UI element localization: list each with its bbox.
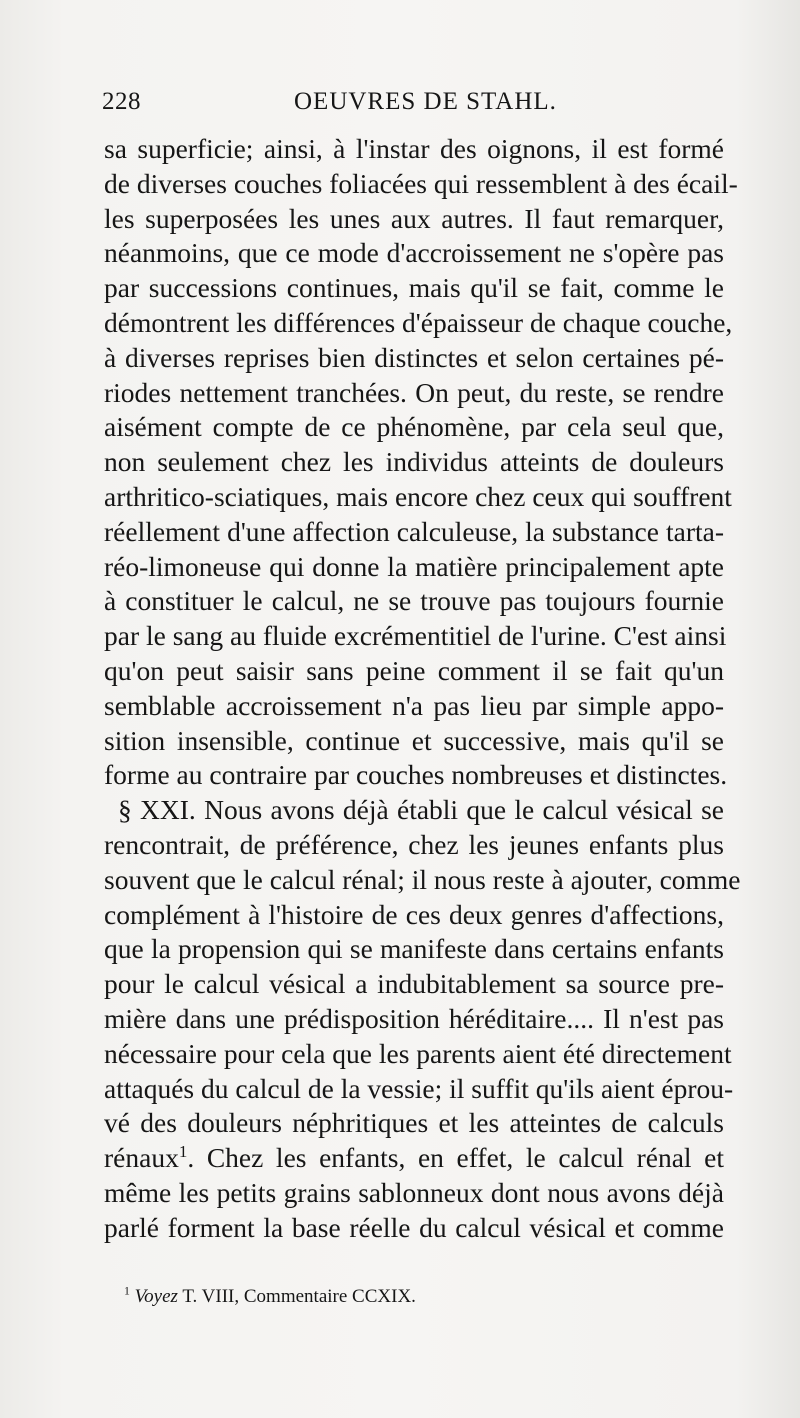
body-text	[104, 132, 741, 1246]
text-line: forme au contraire par couches nombreuses et distinctes.	[104, 759, 728, 791]
text-fragment: rénaux	[104, 1142, 179, 1174]
footnote	[124, 1286, 416, 1308]
text-line: attaqués du calcul de la vessie; il suffit qu'ils aient éprou-	[104, 1072, 734, 1104]
footnote-marker: 1	[124, 1284, 130, 1298]
footnote-ref-word: Voyez	[134, 1286, 178, 1307]
text-line: que la propension qui se manifeste dans certains enfants	[104, 933, 724, 965]
page-header	[102, 88, 722, 128]
text-line: riodes nettement tranchées. On peut, du reste, se rendre	[104, 376, 724, 408]
text-line: complément à l'histoire de ces deux genres d'affections,	[104, 898, 724, 930]
text-line: souvent que le calcul rénal; il nous reste à ajouter, comme	[104, 863, 741, 895]
footnote-reference[interactable]: 1	[178, 1141, 188, 1161]
text-line: aisément compte de ce phénomène, par cela seul que,	[104, 411, 724, 443]
text-line: rencontrait, de préférence, chez les jeunes enfants plus	[104, 828, 724, 860]
text-line: sa superficie; ainsi, à l'instar des oignons, il est formé	[104, 133, 724, 164]
text-line: les superposées les unes aux autres. Il faut remarquer,	[104, 202, 724, 234]
text-line: sition insensible, continue et successive, mais qu'il se	[104, 724, 724, 756]
text-line: démontrent les différences d'épaisseur de chaque couche,	[104, 306, 733, 338]
page-number: 228	[102, 88, 141, 115]
running-title: OEUVRES DE STAHL.	[294, 88, 557, 115]
text-line: arthritico-sciatiques, mais encore chez ceux qui souffrent	[104, 480, 732, 512]
section-xxi-start: § XXI. Nous avons déjà établi que le calcul vésical se	[118, 794, 724, 826]
text-line: par successions continues, mais qu'il se fait, comme le	[104, 272, 724, 304]
text-line: mière dans une prédisposition héréditaire.... Il n'est pas	[104, 1002, 724, 1034]
text-line: non seulement chez les individus atteints de douleurs	[104, 446, 724, 478]
text-line: néanmoins, que ce mode d'accroissement ne s'opère pas	[104, 237, 724, 269]
text-line: de diverses couches foliacées qui ressemblent à des écail-	[104, 167, 738, 199]
text-fragment: Chez les enfants, en effet, le calcul rénal et	[206, 1142, 725, 1174]
text-line: même les petits grains sablonneux dont nous avons déjà	[104, 1176, 724, 1208]
footnote-text: T. VIII, Commentaire CCXIX.	[182, 1286, 416, 1307]
text-line: à constituer le calcul, ne se trouve pas toujours fournie	[104, 585, 724, 617]
text-line: par le sang au fluide excrémentitiel de l'urine. C'est ainsi	[104, 620, 727, 652]
text-line: nécessaire pour cela que les parents aient été directement	[104, 1037, 732, 1069]
text-line: réellement d'une affection calculeuse, la substance tarta-	[104, 515, 724, 547]
text-line: vé des douleurs néphritiques et les atteintes de calculs	[104, 1107, 724, 1139]
text-line: parlé forment la base réelle du calcul vésical et comme	[104, 1211, 724, 1243]
text-line: semblable accroissement n'a pas lieu par simple appo-	[104, 689, 724, 721]
text-line: à diverses reprises bien distinctes et selon certaines pé-	[104, 341, 724, 373]
text-line-with-note-ref: rénaux$^1$. Chez les enfants, en effet, le calcul rénal et	[104, 1141, 725, 1174]
text-line: qu'on peut saisir sans peine comment il se fait qu'un	[104, 654, 724, 686]
text-line: pour le calcul vésical a indubitablement sa source pre-	[104, 968, 724, 1000]
text-line: réo-limoneuse qui donne la matière principalement apte	[104, 550, 724, 582]
